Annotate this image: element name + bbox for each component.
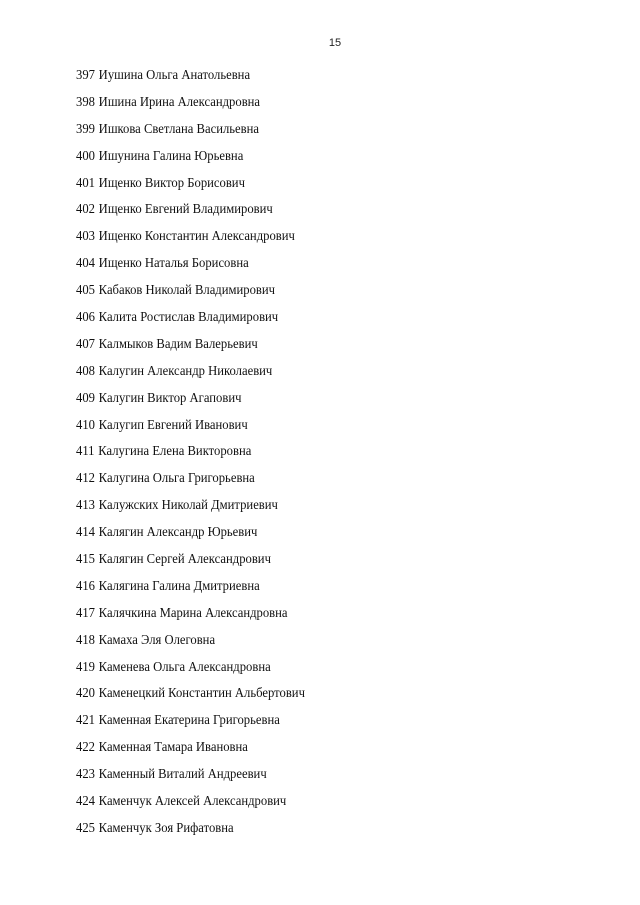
list-item xyxy=(76,416,305,443)
list-item xyxy=(76,442,305,469)
page-number: 15 xyxy=(328,37,342,49)
entry-number: 407 xyxy=(76,335,95,351)
list-item xyxy=(76,308,305,335)
entry-name: Ищенко Евгений Владимирович xyxy=(98,201,273,217)
entry-number: 404 xyxy=(76,255,95,271)
list-item xyxy=(76,174,305,201)
entry-number: 415 xyxy=(76,551,95,567)
entry-number: 406 xyxy=(76,309,95,325)
entry-number: 402 xyxy=(76,201,95,217)
entry-name: Калугин Виктор Агапович xyxy=(98,389,242,405)
entry-number: 412 xyxy=(76,470,95,486)
entry-number: 413 xyxy=(76,497,95,513)
list-item xyxy=(76,469,305,496)
entry-name: Каменецкий Константин Альбертович xyxy=(98,685,305,701)
list-item xyxy=(76,227,305,254)
entry-name: Калячкина Марина Александровна xyxy=(98,604,288,620)
entry-number: 419 xyxy=(76,658,95,674)
list-item xyxy=(76,281,305,308)
entry-name: Калугин Александр Николаевич xyxy=(98,362,273,378)
entry-number: 405 xyxy=(76,282,95,298)
entry-name: Ишина Ирина Александровна xyxy=(98,93,261,109)
entry-number: 417 xyxy=(76,604,95,620)
entry-name: Ищенко Виктор Борисович xyxy=(98,174,245,190)
entry-number: 403 xyxy=(76,228,95,244)
entry-name: Ищенко Наталья Борисовна xyxy=(98,255,249,271)
entry-name: Каменчук Зоя Рифатовна xyxy=(98,819,234,835)
list-item xyxy=(76,93,305,120)
list-item xyxy=(76,792,305,819)
entry-name: Калмыков Вадим Валерьевич xyxy=(98,335,258,351)
entry-number: 398 xyxy=(76,93,95,109)
list-item xyxy=(76,200,305,227)
entry-name: Иушина Ольга Анатольевна xyxy=(98,67,251,82)
name-list xyxy=(76,66,322,846)
entry-name: Калягина Галина Дмитриевна xyxy=(98,577,260,593)
entry-number: 418 xyxy=(76,631,95,647)
entry-name: Ищенко Константин Александрович xyxy=(98,228,295,244)
list-item xyxy=(76,335,305,362)
entry-name: Калягин Александр Юрьевич xyxy=(98,524,258,540)
entry-number: 416 xyxy=(76,577,95,593)
entry-number: 408 xyxy=(76,362,95,378)
entry-number: 425 xyxy=(76,819,95,835)
entry-name: Кабаков Николай Владимирович xyxy=(98,282,276,298)
entry-name: Каменная Тамара Ивановна xyxy=(98,739,248,755)
list-item xyxy=(76,631,305,658)
entry-number: 420 xyxy=(76,685,95,701)
entry-number: 422 xyxy=(76,739,95,755)
list-item xyxy=(76,120,305,147)
entry-number: 401 xyxy=(76,174,95,190)
entry-name: Калита Ростислав Владимирович xyxy=(98,309,279,325)
list-item xyxy=(76,523,305,550)
entry-name: Каменная Екатерина Григорьевна xyxy=(98,712,280,728)
entry-number: 411 xyxy=(76,443,95,459)
entry-name: Камаха Эля Олеговна xyxy=(98,631,216,647)
list-item xyxy=(76,604,305,631)
entry-number: 410 xyxy=(76,416,95,432)
list-item xyxy=(76,738,305,765)
entry-number: 397 xyxy=(76,67,95,82)
entry-name: Калужских Николай Дмитриевич xyxy=(98,497,278,513)
entry-name: Каменчук Алексей Александрович xyxy=(98,793,287,809)
list-item xyxy=(76,496,305,523)
entry-number: 423 xyxy=(76,766,95,782)
entry-name: Ишунина Галина Юрьевна xyxy=(98,147,244,163)
entry-number: 424 xyxy=(76,793,95,809)
entry-name: Ишкова Светлана Васильевна xyxy=(98,120,260,136)
entry-number: 400 xyxy=(76,147,95,163)
list-item xyxy=(76,66,305,93)
entry-number: 421 xyxy=(76,712,95,728)
entry-number: 409 xyxy=(76,389,95,405)
entry-number: 414 xyxy=(76,524,95,540)
list-item xyxy=(76,254,305,281)
entry-name: Калугип Евгений Иванович xyxy=(98,416,248,432)
list-item xyxy=(76,147,305,174)
list-item xyxy=(76,550,305,577)
list-item xyxy=(76,711,305,738)
list-item xyxy=(76,577,305,604)
entry-name: Калугина Елена Викторовна xyxy=(98,443,252,459)
entry-name: Каменный Виталий Андреевич xyxy=(98,766,267,782)
entry-name: Калягин Сергей Александрович xyxy=(98,551,271,567)
entry-number: 399 xyxy=(76,120,95,136)
entry-name: Каменева Ольга Александровна xyxy=(98,658,271,674)
list-item xyxy=(76,819,305,846)
list-item xyxy=(76,684,305,711)
list-item xyxy=(76,658,305,685)
list-item xyxy=(76,362,305,389)
list-item xyxy=(76,765,305,792)
list-item xyxy=(76,389,305,416)
entry-name: Калугина Ольга Григорьевна xyxy=(98,470,255,486)
